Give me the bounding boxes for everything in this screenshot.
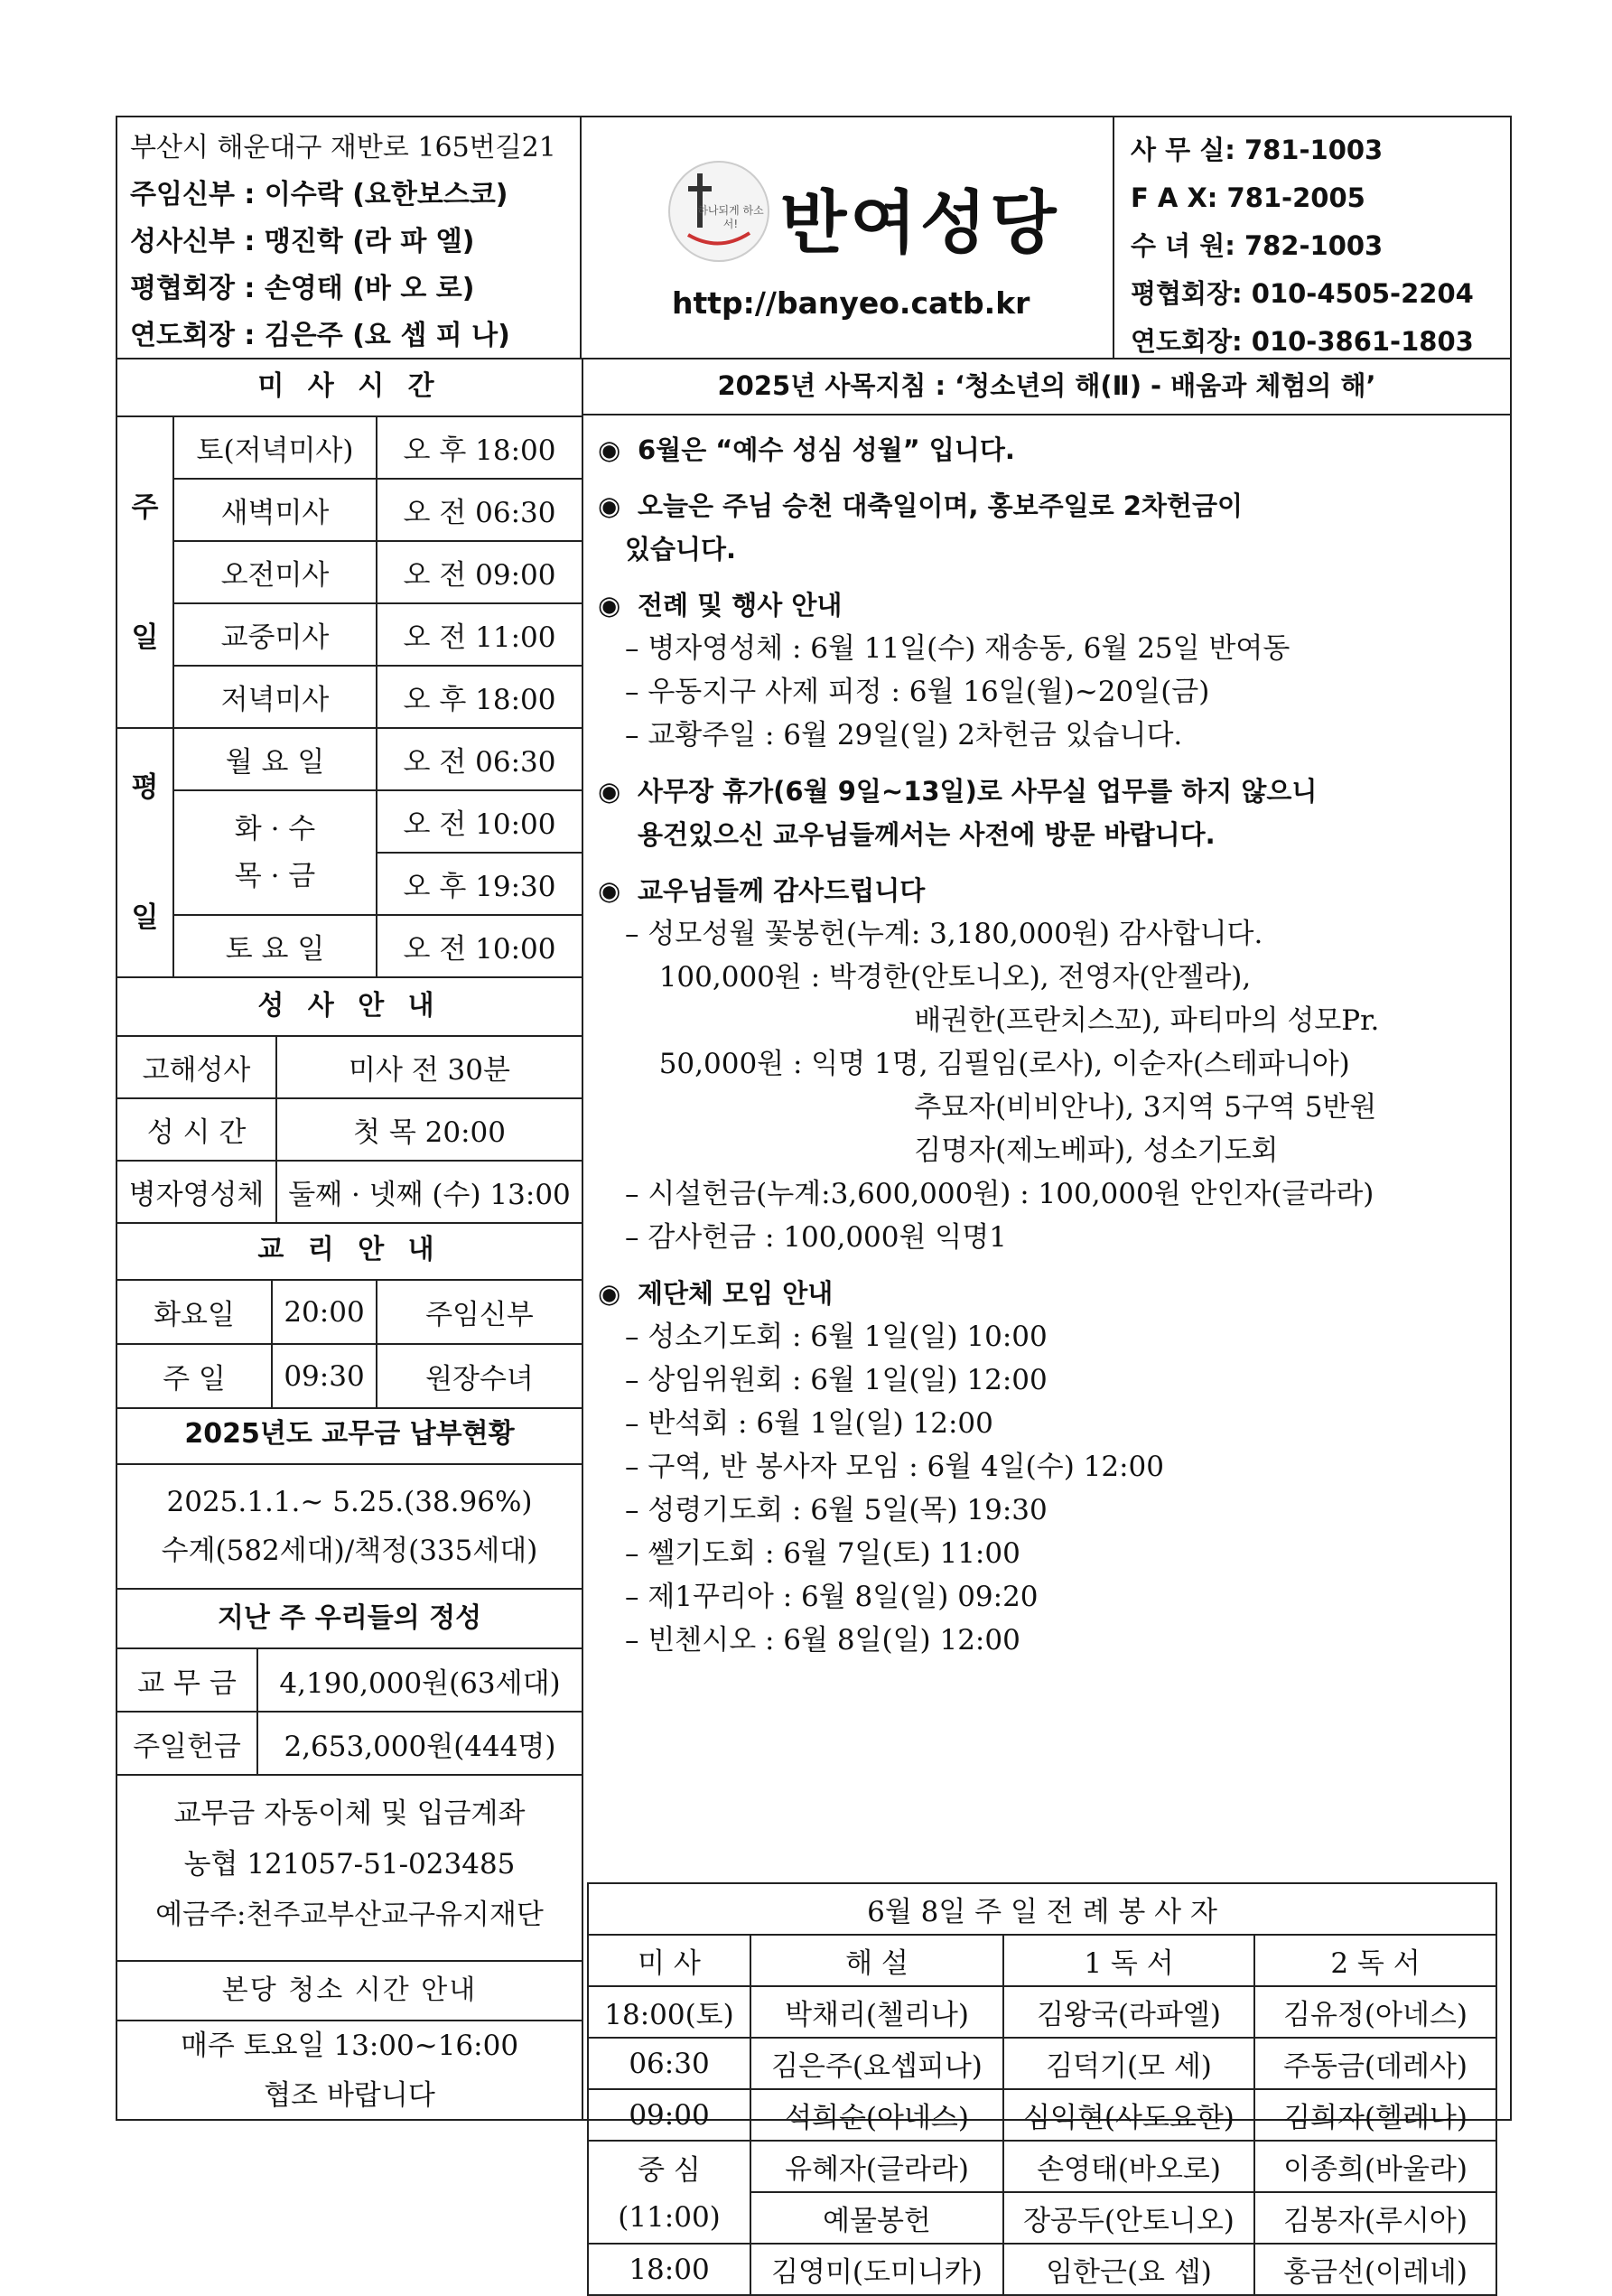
dues-status (117, 1465, 582, 1590)
notice-line: – 성령기도회 : 6월 5일(목) 19:30 (625, 1494, 1048, 1526)
cleaning-note: 협조 바랍니다 (264, 2079, 435, 2112)
cleaning-title: 본당 청소 시간 안내 (117, 1962, 582, 2021)
mass-time: 오 전 09:00 (377, 541, 582, 603)
sunday-label: 주 일 (117, 416, 173, 728)
servers-header: 1 독 서 (1003, 1935, 1254, 1986)
catechism-time: 09:30 (272, 1344, 377, 1408)
mass-times-title: 미 사 시 간 (117, 358, 582, 417)
mass-time: 오 전 06:30 (377, 728, 582, 790)
notice-line: – 병자영성체 : 6월 11일(수) 재송동, 6월 25일 반여동 (625, 632, 1291, 665)
table-row: 09:00 석희순(아네스) 심익현(사도요한) 김희자(헬레나) (588, 2089, 1496, 2141)
catechism-time: 20:00 (272, 1280, 377, 1344)
catechism-day: 화요일 (117, 1280, 272, 1344)
sacrament-label: 고해성사 (117, 1036, 276, 1098)
notice-line: – 구역, 반 봉사자 모임 : 6월 4일(수) 12:00 (625, 1451, 1165, 1483)
account-info (117, 1774, 582, 1962)
staff-row: 성사신부 : 맹진학 (라 파 엘) (130, 226, 475, 257)
mass-name: 교중미사 (173, 603, 377, 666)
notice-line: – 감사헌금 : 100,000원 익명1 (625, 1221, 1007, 1254)
offering-label: 주일헌금 (117, 1712, 257, 1775)
notice-heading: ◉ 오늘은 주님 승천 대축일이며, 홍보주일로 2차헌금이 (598, 484, 1501, 527)
notice-line: – 우동지구 사제 피정 : 6월 16일(월)~20일(금) (625, 676, 1210, 708)
bulletin-page (116, 116, 1512, 2289)
offering-value: 4,190,000원(63세대) (257, 1648, 582, 1712)
address: 부산시 해운대구 재반로 165번길21 (130, 132, 556, 163)
notices (598, 428, 1501, 1662)
notice-heading-cont: 있습니다. (625, 534, 737, 565)
staff-row: 평협회장 : 손영태 (바 오 로) (130, 273, 475, 304)
account-holder: 예금주:천주교부산교구유지재단 (155, 1899, 544, 1931)
contacts-block (1113, 117, 1514, 358)
dues-title: 2025년도 교무금 납부현황 (117, 1405, 582, 1465)
notice-heading: ◉ 전례 및 행사 안내 (598, 583, 1501, 627)
staff-row: 주임신부 : 이수락 (요한보스코) (130, 179, 508, 210)
notice-line: – 반석회 : 6월 1일(일) 12:00 (625, 1407, 993, 1440)
mass-name: 저녁미사 (173, 666, 377, 728)
notice-line: – 빈첸시오 : 6월 8일(일) 12:00 (625, 1624, 1020, 1657)
mass-time: 오 후 18:00 (377, 666, 582, 728)
notice-heading: ◉ 교우님들께 감사드립니다 (598, 869, 1501, 912)
catechism-teacher: 원장수녀 (377, 1344, 582, 1408)
offering-value: 2,653,000원(444명) (257, 1712, 582, 1775)
servers-header: 해 설 (750, 1935, 1003, 1986)
mass-time: 오 전 06:30 (377, 479, 582, 541)
church-name: 반여성당 (780, 182, 1060, 263)
mass-time: 오 후 18:00 (377, 416, 582, 479)
dues-households: 수계(582세대)/책정(335세대) (161, 1535, 538, 1567)
cleaning-info (117, 2021, 582, 2121)
table-row: 중 심 유혜자(글라라) 손영태(바오로) 이종희(바울라) (588, 2141, 1496, 2192)
bullet-icon: ◉ (598, 490, 621, 521)
sacrament-value: 둘째 · 넷째 (수) 13:00 (276, 1161, 582, 1223)
right-column (582, 358, 1512, 2289)
servers-title: 6월 8일 주 일 전 례 봉 사 자 (588, 1883, 1496, 1935)
left-column (117, 358, 583, 2121)
logo-text: 하나되게 하소서! (697, 204, 764, 230)
notice-line: 김명자(제노베파), 성소기도회 (807, 1134, 1279, 1167)
contact-row: 평협회장: 010-4505-2204 (1131, 278, 1474, 309)
mass-name: 화 · 수 목 · 금 (173, 790, 377, 915)
liturgy-servers-table (587, 1882, 1497, 2296)
pastoral-theme: 2025년 사목지침 : ‘청소년의 해(Ⅱ) - 배움과 체험의 해’ (582, 358, 1512, 415)
notice-heading-cont: 용건있으신 교우님들께서는 사전에 방문 바랍니다. (638, 819, 1216, 850)
title-block (582, 117, 1113, 358)
catechism-title: 교 리 안 내 (117, 1221, 582, 1281)
notice-heading: ◉ 6월은 “예수 성심 성월” 입니다. (598, 428, 1501, 471)
mass-name: 토 요 일 (173, 915, 377, 977)
notice-line: – 교황주일 : 6월 29일(일) 2차헌금 있습니다. (625, 719, 1183, 751)
servers-header: 미 사 (588, 1935, 750, 1986)
contact-row: 수 녀 원: 782-1003 (1131, 230, 1384, 261)
mass-name: 오전미사 (173, 541, 377, 603)
table-row: 18:00 김영미(도미니카) 임한근(요 셉) 홍금선(이레네) (588, 2244, 1496, 2295)
mass-time: 오 후 19:30 (377, 853, 582, 915)
mass-time: 오 전 10:00 (377, 790, 582, 853)
table-row: (11:00) 예물봉헌 장공두(안토니오) 김봉자(루시아) (588, 2192, 1496, 2244)
header (117, 117, 1510, 359)
notice-line: 추묘자(비비안나), 3지역 5구역 5반원 (807, 1091, 1377, 1124)
sacrament-value: 첫 목 20:00 (276, 1098, 582, 1161)
account-title: 교무금 자동이체 및 입금계좌 (173, 1797, 526, 1830)
account-number: 농협 121057-51-023485 (183, 1848, 516, 1881)
notice-line: 100,000원 : 박경한(안토니오), 전영자(안젤라), (641, 961, 1252, 994)
cleaning-time: 매주 토요일 13:00~16:00 (180, 2030, 519, 2062)
bullet-icon: ◉ (598, 434, 621, 465)
catechism-day: 주 일 (117, 1344, 272, 1408)
mass-name: 토(저녁미사) (173, 416, 377, 479)
notice-line: 배권한(프란치스꼬), 파티마의 성모Pr. (807, 1004, 1380, 1037)
notice-line: – 상임위원회 : 6월 1일(일) 12:00 (625, 1364, 1048, 1396)
church-logo (668, 161, 769, 262)
sacrament-label: 병자영성체 (117, 1161, 276, 1223)
contact-row: 연도회장: 010-3861-1803 (1131, 326, 1474, 357)
bullet-icon: ◉ (598, 1278, 621, 1309)
sacrament-label: 성 시 간 (117, 1098, 276, 1161)
bullet-icon: ◉ (598, 875, 621, 906)
notice-heading: ◉ 사무장 휴가(6월 9일~13일)로 사무실 업무를 하지 않으니 (598, 770, 1501, 813)
offering-label: 교 무 금 (117, 1648, 257, 1712)
notice-line: – 성모성월 꽃봉헌(누계: 3,180,000원) 감사합니다. (625, 918, 1263, 950)
sacrament-value: 미사 전 30분 (276, 1036, 582, 1098)
offering-title: 지난 주 우리들의 정성 (117, 1590, 582, 1649)
mass-name: 새벽미사 (173, 479, 377, 541)
bullet-icon: ◉ (598, 590, 621, 621)
table-row: 06:30 김은주(요셉피나) 김덕기(모 세) 주동금(데레사) (588, 2038, 1496, 2089)
servers-header: 2 독 서 (1254, 1935, 1496, 1986)
staff-row: 연도회장 : 김은주 (요 셉 피 나) (130, 320, 510, 351)
notice-heading: ◉ 제단체 모임 안내 (598, 1272, 1501, 1315)
sacraments-title: 성 사 안 내 (117, 977, 582, 1037)
dues-period: 2025.1.1.~ 5.25.(38.96%) (166, 1486, 533, 1518)
mass-time: 오 전 10:00 (377, 915, 582, 977)
mass-time: 오 전 11:00 (377, 603, 582, 666)
notice-line: 50,000원 : 익명 1명, 김필임(로사), 이순자(스테파니아) (641, 1048, 1350, 1080)
catechism-teacher: 주임신부 (377, 1280, 582, 1344)
church-url[interactable]: http://banyeo.catb.kr (672, 285, 1030, 321)
contact-row: F A X: 781-2005 (1131, 182, 1365, 213)
staff-block (117, 117, 582, 358)
catechism-table (117, 1279, 582, 1409)
notice-line: – 성소기도회 : 6월 1일(일) 10:00 (625, 1321, 1048, 1353)
table-row: 18:00(토) 박채리(첼리나) 김왕국(라파엘) 김유정(아네스) (588, 1986, 1496, 2038)
notice-line: – 시설헌금(누계:3,600,000원) : 100,000원 안인자(글라라) (625, 1178, 1374, 1210)
offering-table (117, 1647, 582, 1776)
notice-line: – 제1꾸리아 : 6월 8일(일) 09:20 (625, 1581, 1039, 1613)
bullet-icon: ◉ (598, 776, 621, 807)
contact-row: 사 무 실: 781-1003 (1131, 135, 1384, 165)
sacraments-table (117, 1035, 582, 1224)
mass-times-table (117, 415, 582, 978)
weekday-label: 평 일 (117, 728, 173, 977)
notice-line: – 쎌기도회 : 6월 7일(토) 11:00 (625, 1537, 1020, 1570)
mass-name: 월 요 일 (173, 728, 377, 790)
